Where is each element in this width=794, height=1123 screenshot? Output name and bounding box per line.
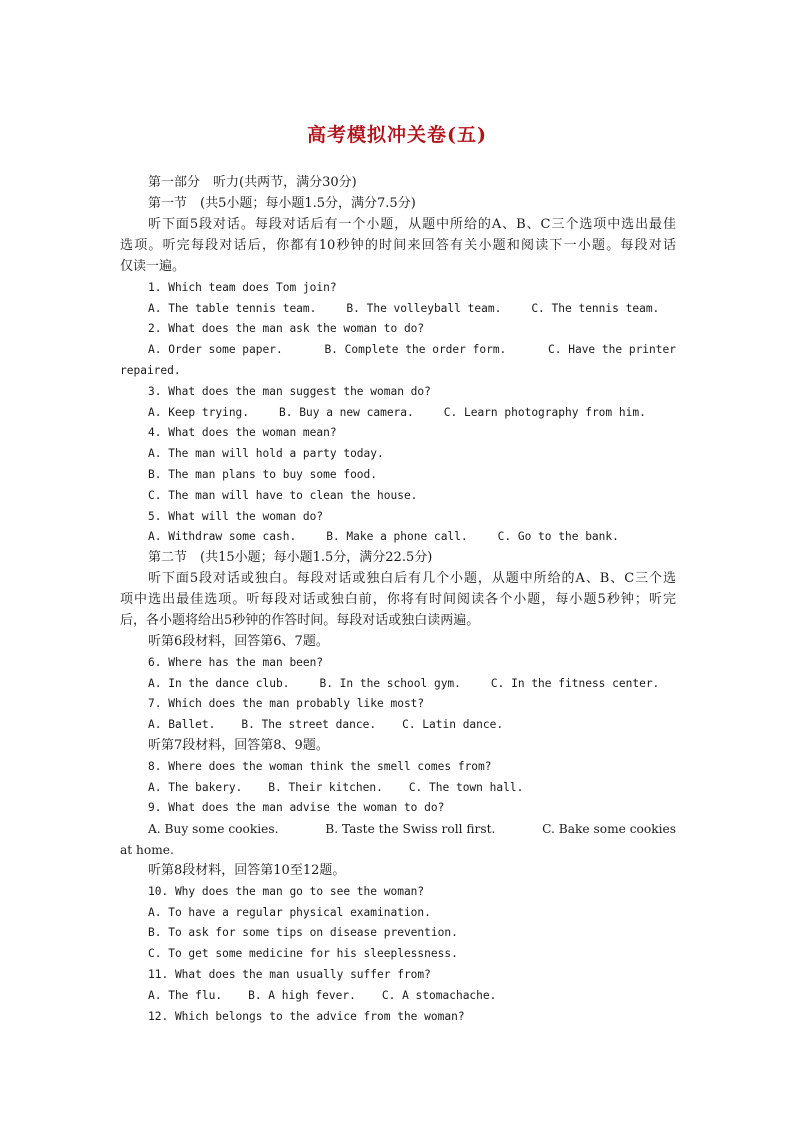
question-10-option-a: A. To have a regular physical examination. bbox=[148, 906, 431, 919]
question-8-option-c: C. The town hall. bbox=[408, 781, 524, 794]
question-5-option-a: A. Withdraw some cash. bbox=[148, 530, 297, 543]
question-6-option-a: A. In the dance club. bbox=[148, 677, 290, 690]
question-1-option-c: C. The tennis team. bbox=[531, 302, 660, 315]
question-7-stem: 7. Which does the man probably like most? bbox=[148, 697, 425, 710]
page-title: 高考模拟冲关卷(五) bbox=[307, 124, 487, 146]
question-8-option-b: B. Their kitchen. bbox=[268, 781, 383, 794]
question-3-option-c: C. Learn photography from him. bbox=[443, 406, 646, 419]
question-8-option-a: A. The bakery. bbox=[148, 781, 243, 794]
question-7-option-c: C. Latin dance. bbox=[402, 718, 504, 731]
section2-instructions-line2: 项中选出最佳选项。听每段对话或独白前，你将有时间阅读各个小题，每小题5秒钟；听完 bbox=[120, 592, 676, 607]
question-2-option-b: B. Complete the order form. bbox=[324, 343, 507, 356]
question-3-stem: 3. What does the man suggest the woman do? bbox=[148, 385, 431, 398]
question-4-stem: 4. What does the woman mean? bbox=[148, 426, 337, 439]
section1-heading: 第一节 (共5小题；每小题1.5分，满分7.5分) bbox=[148, 196, 416, 211]
question-10-option-c: C. To get some medicine for his sleeplessness. bbox=[148, 947, 458, 960]
question-9-option-c-continued: at home. bbox=[120, 843, 174, 857]
question-10-option-b: B. To ask for some tips on disease prevention. bbox=[148, 926, 458, 939]
question-5-stem: 5. What will the woman do? bbox=[148, 510, 324, 523]
question-1-option-b: B. The volleyball team. bbox=[346, 302, 502, 315]
part1-heading: 第一部分 听力(共两节，满分30分) bbox=[148, 175, 357, 190]
question-3-options bbox=[148, 403, 676, 423]
question-9-stem: 9. What does the man advise the woman to do? bbox=[148, 801, 445, 814]
question-5-option-b: B. Make a phone call. bbox=[326, 530, 468, 543]
question-8-options bbox=[148, 778, 676, 798]
question-1-options bbox=[148, 299, 676, 319]
question-2-option-a: A. Order some paper. bbox=[148, 343, 283, 356]
question-5-option-c: C. Go to the bank. bbox=[497, 530, 619, 543]
question-4-option-c: C. The man will have to clean the house. bbox=[148, 489, 418, 502]
material-7-instruction: 听第7段材料，回答第8、9题。 bbox=[148, 738, 329, 753]
question-3-option-b: B. Buy a new camera. bbox=[279, 406, 414, 419]
section2-heading: 第二节 (共15小题；每小题1.5分，满分22.5分) bbox=[148, 550, 433, 565]
question-2-options bbox=[148, 340, 676, 360]
question-6-option-c: C. In the fitness center. bbox=[490, 677, 660, 690]
material-6-instruction: 听第6段材料，回答第6、7题。 bbox=[148, 634, 329, 649]
question-12-stem: 12. Which belongs to the advice from the woman? bbox=[148, 1010, 465, 1023]
question-11-option-c: C. A stomachache. bbox=[381, 989, 497, 1002]
question-7-options bbox=[148, 715, 676, 735]
question-6-stem: 6. Where has the man been? bbox=[148, 656, 324, 669]
question-5-options bbox=[148, 527, 676, 547]
question-3-option-a: A. Keep trying. bbox=[148, 406, 250, 419]
question-10-stem: 10. Why does the man go to see the woman? bbox=[148, 885, 425, 898]
question-7-option-a: A. Ballet. bbox=[148, 718, 216, 731]
question-9-options bbox=[148, 819, 676, 839]
question-1-option-a: A. The table tennis team. bbox=[148, 302, 317, 315]
material-8-instruction: 听第8段材料，回答第10至12题。 bbox=[148, 863, 346, 878]
question-4-option-a: A. The man will hold a party today. bbox=[148, 447, 384, 460]
question-11-options bbox=[148, 986, 676, 1006]
question-2-option-c: C. Have the printer bbox=[548, 343, 676, 356]
question-9-option-c: C. Bake some cookies bbox=[542, 822, 676, 836]
section2-instructions-line1: 听下面5段对话或独白。每段对话或独白后有几个小题，从题中所给的A、B、C三个选 bbox=[148, 571, 676, 586]
question-11-option-b: B. A high fever. bbox=[248, 989, 356, 1002]
question-1-stem: 1. Which team does Tom join? bbox=[148, 281, 337, 294]
section1-instructions-line2: 选项。听完每段对话后，你都有10秒钟的时间来回答有关小题和阅读下一小题。每段对话 bbox=[120, 238, 676, 253]
question-6-options bbox=[148, 674, 676, 694]
question-6-option-b: B. In the school gym. bbox=[319, 677, 461, 690]
question-11-option-a: A. The flu. bbox=[148, 989, 223, 1002]
question-9-option-a: A. Buy some cookies. bbox=[148, 822, 279, 836]
question-4-option-b: B. The man plans to buy some food. bbox=[148, 468, 378, 481]
question-8-stem: 8. Where does the woman think the smell comes from? bbox=[148, 760, 492, 773]
section2-instructions-line3: 后，各小题将给出5秒钟的作答时间。每段对话或独白读两遍。 bbox=[120, 613, 480, 628]
question-9-option-b: B. Taste the Swiss roll first. bbox=[325, 822, 496, 836]
question-2-stem: 2. What does the man ask the woman to do? bbox=[148, 322, 425, 335]
section1-instructions-line3: 仅读一遍。 bbox=[120, 259, 186, 274]
question-11-stem: 11. What does the man usually suffer from? bbox=[148, 968, 431, 981]
question-7-option-b: B. The street dance. bbox=[241, 718, 377, 731]
section1-instructions-line1: 听下面5段对话。每段对话后有一个小题，从题中所给的A、B、C三个选项中选出最佳 bbox=[148, 217, 676, 232]
question-2-option-c-continued: repaired. bbox=[120, 364, 181, 377]
